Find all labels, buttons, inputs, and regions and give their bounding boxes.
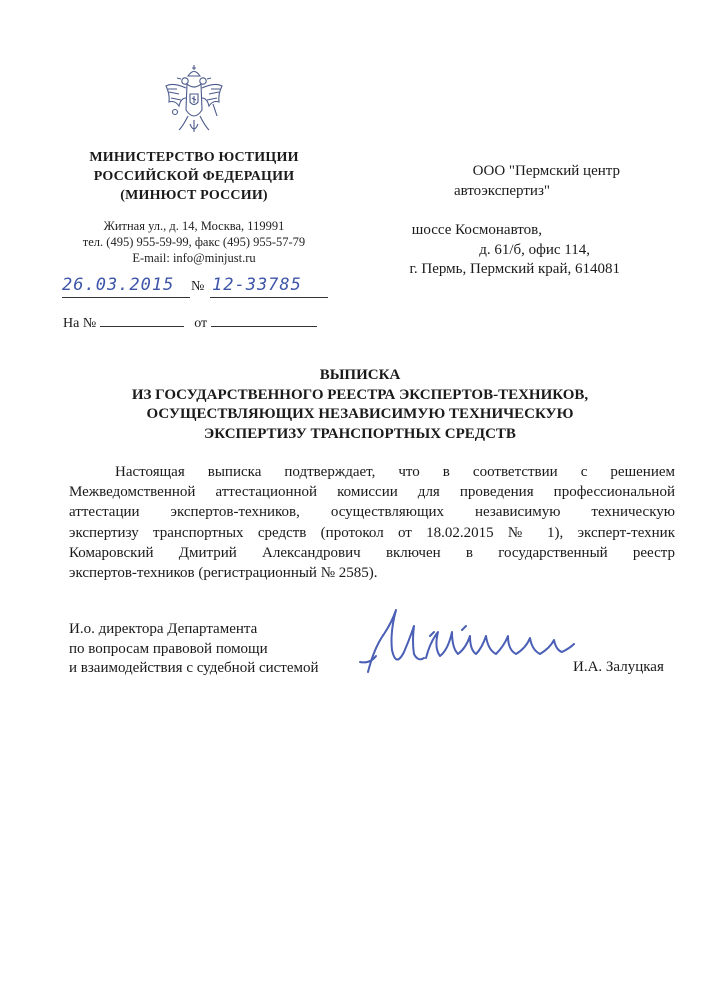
document-title <box>60 366 660 444</box>
ministry-name-line2: РОССИЙСКОЙ ФЕДЕРАЦИИ <box>93 169 295 184</box>
body-paragraph <box>69 462 675 583</box>
number-prefix: № <box>191 279 205 294</box>
signer-name: И.А. Залуцкая <box>573 659 664 675</box>
ministry-contacts <box>60 218 328 266</box>
recipient-address-line1: шоссе Космонавтов, <box>411 222 542 238</box>
ref-number-label: На № <box>63 316 97 331</box>
signatory-position <box>69 620 319 679</box>
position-line1: И.о. директора Департамента <box>69 621 258 637</box>
title-line3: ОСУЩЕСТВЛЯЮЩИХ НЕЗАВИСИМУЮ ТЕХНИЧЕСКУЮ <box>146 406 574 422</box>
position-line2: по вопросам правовой помощи <box>69 640 268 657</box>
ministry-phone: тел. (495) 955-59-99, факс (495) 955-57-79 <box>82 235 306 249</box>
recipient-address-line3: г. Пермь, Пермский край, 614081 <box>409 261 620 277</box>
ref-number-blank <box>100 313 184 327</box>
outgoing-number-field <box>210 275 328 298</box>
ministry-email: E-mail: info@minjust.ru <box>132 251 256 265</box>
body-line: аттестации экспертов-техников, осуществляющих независимую техническую <box>69 504 675 521</box>
title-line1: ВЫПИСКА <box>319 367 401 383</box>
recipient-org-line1: ООО "Пермский центр <box>472 163 620 179</box>
body-line: Настоящая выписка подтверждает, что в соответствии с решением <box>115 464 675 480</box>
ministry-name <box>60 148 328 205</box>
ref-date-label: от <box>194 316 208 331</box>
body-line: экспертизу транспортных средств (протокол от 18.02.2015 № 1), эксперт-техник <box>69 524 675 541</box>
outgoing-number: 12-33785 <box>212 275 302 295</box>
outgoing-date-field <box>62 275 190 298</box>
body-line: экспертов-техников (регистрационный № 2585). <box>69 565 378 582</box>
title-line4: ЭКСПЕРТИЗУ ТРАНСПОРТНЫХ СРЕДСТВ <box>204 425 516 442</box>
recipient-block <box>350 162 620 280</box>
position-line3: и взаимодействия с судебной системой <box>69 660 319 676</box>
handwritten-signature <box>340 592 590 684</box>
outgoing-date: 26.03.2015 <box>62 275 175 295</box>
body-line: Комаровский Дмитрий Александрович включен в государственный реестр <box>69 544 675 561</box>
ref-date-blank <box>211 313 317 327</box>
ministry-address: Житная ул., д. 14, Москва, 119991 <box>103 219 285 233</box>
coat-of-arms-icon <box>161 64 227 142</box>
ministry-name-line1: МИНИСТЕРСТВО ЮСТИЦИИ <box>89 150 299 165</box>
recipient-org-line2: автоэкспертиз" <box>453 182 550 199</box>
recipient-address-line2: д. 61/б, офис 114, <box>479 241 590 258</box>
ministry-name-line3: (МИНЮСТ РОССИИ) <box>120 188 268 203</box>
body-line: Межведомственной аттестационной комиссии для проведения профессиональной <box>69 484 675 501</box>
title-line2: ИЗ ГОСУДАРСТВЕННОГО РЕЕСТРА ЭКСПЕРТОВ-ТЕХНИКОВ, <box>131 386 589 403</box>
reference-line <box>63 313 317 332</box>
